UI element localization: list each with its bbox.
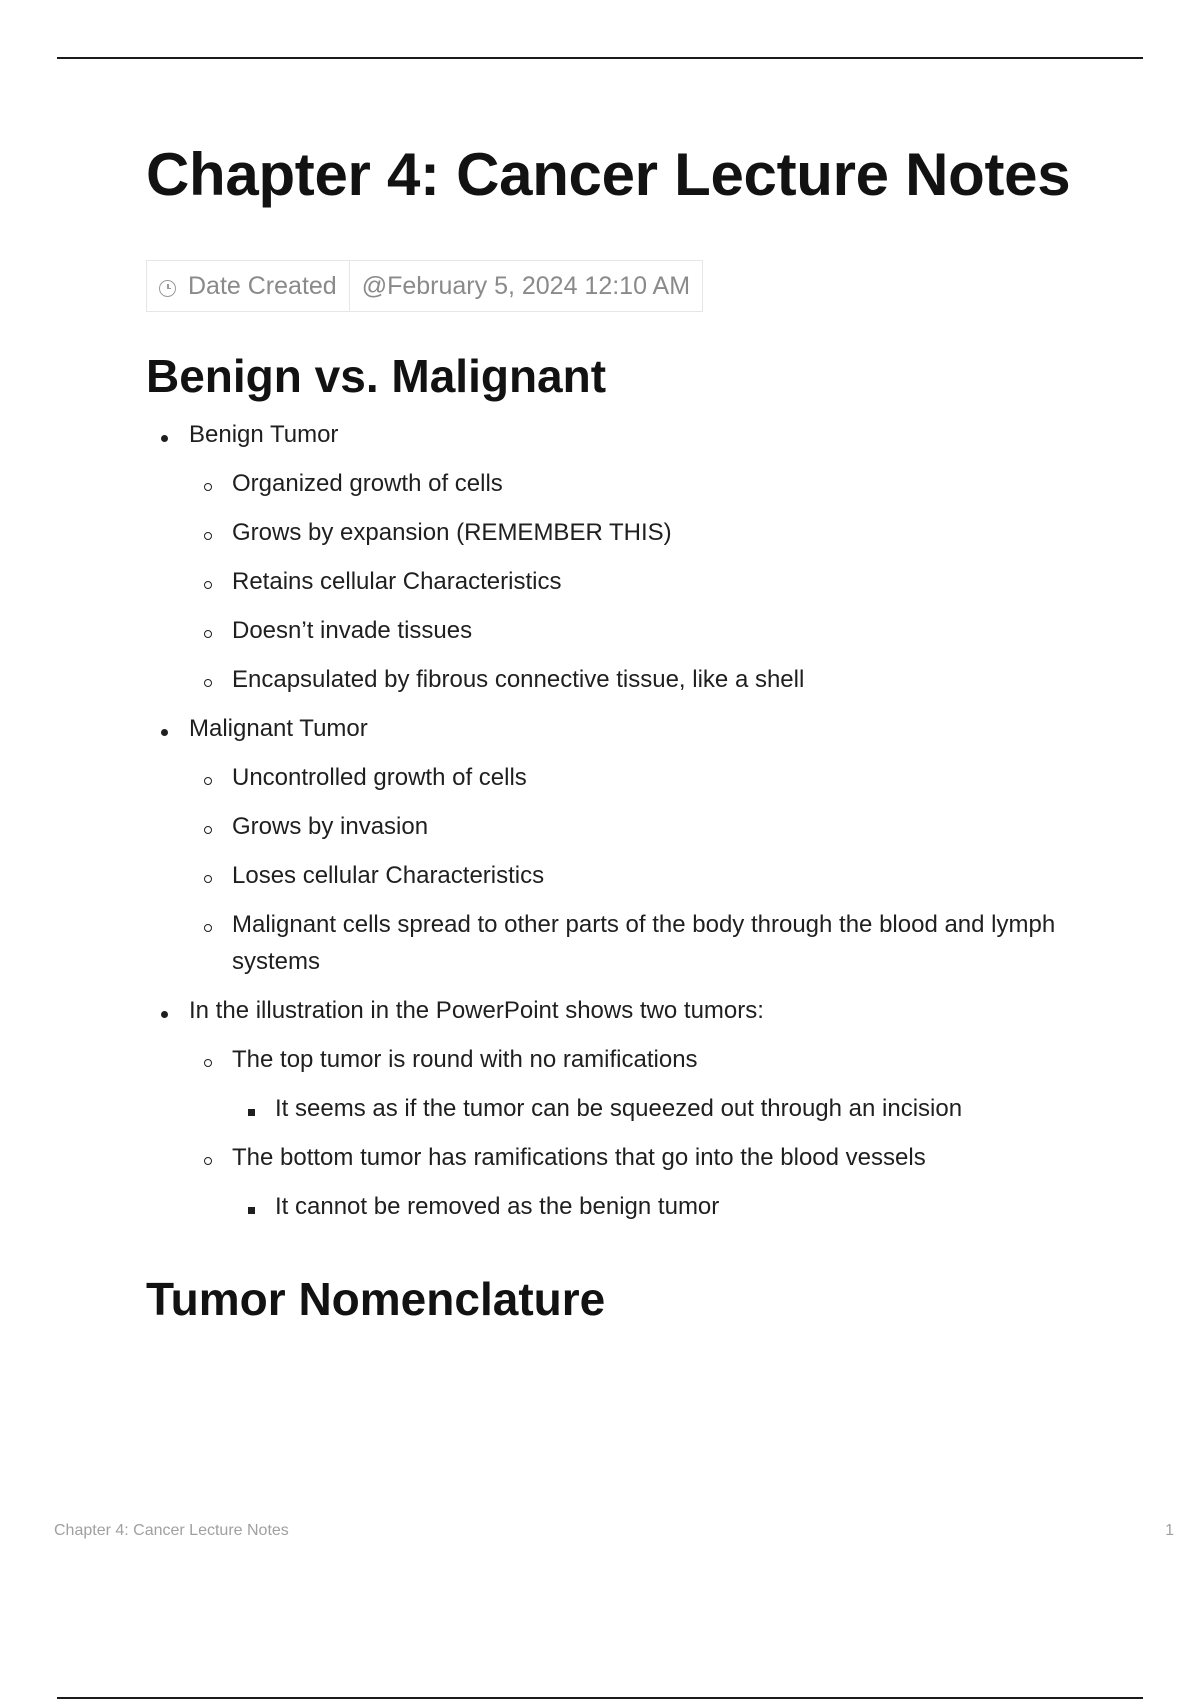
list-item xyxy=(189,459,1106,508)
list-item-text: The bottom tumor has ramifications that go into the blood vessels xyxy=(232,1144,926,1171)
bullet-icon xyxy=(204,679,212,687)
list-item-text: In the illustration in the PowerPoint shows two tumors: xyxy=(189,997,764,1024)
list-item xyxy=(189,851,1106,900)
list-item xyxy=(189,802,1106,851)
list-item xyxy=(189,508,1106,557)
list-item-text: It cannot be removed as the benign tumor xyxy=(275,1193,720,1220)
properties-table xyxy=(146,260,703,312)
section-heading-tumor-nomenclature: Tumor Nomenclature xyxy=(146,1273,606,1325)
bullet-icon xyxy=(204,581,212,589)
bullet-list xyxy=(146,410,1106,1231)
bullet-icon xyxy=(204,875,212,883)
bullet-icon xyxy=(161,435,168,442)
list-item-text: Malignant Tumor xyxy=(189,715,368,742)
list-item-bottom-tumor xyxy=(189,1133,1106,1231)
list-item-text: Grows by invasion xyxy=(232,813,429,840)
list-item-text: Doesn’t invade tissues xyxy=(232,617,473,644)
list-item-text: Organized growth of cells xyxy=(232,470,503,497)
date-created-label: Date Created xyxy=(188,271,337,300)
list-item xyxy=(189,900,1106,986)
bullet-icon xyxy=(204,777,212,785)
bullet-icon xyxy=(248,1109,255,1116)
list-item-text: Retains cellular Characteristics xyxy=(232,568,562,595)
list-item xyxy=(189,606,1106,655)
list-item-text: Grows by expansion (REMEMBER THIS) xyxy=(232,519,672,546)
bullet-icon xyxy=(204,924,212,932)
list-item-text: Malignant cells spread to other parts of the body through the blood and lymph systems xyxy=(232,911,1056,975)
sub-sub-list xyxy=(232,1182,1106,1231)
page-title: Chapter 4: Cancer Lecture Notes xyxy=(146,141,1071,208)
bullet-icon xyxy=(248,1207,255,1214)
bullet-icon xyxy=(161,729,168,736)
bullet-icon xyxy=(204,532,212,540)
document-body xyxy=(146,138,1106,1327)
section-heading-benign-vs-malignant: Benign vs. Malignant xyxy=(146,350,607,402)
bullet-icon xyxy=(204,483,212,491)
list-item xyxy=(232,1084,1106,1133)
bullet-icon xyxy=(204,630,212,638)
list-item-text: Loses cellular Characteristics xyxy=(232,862,545,889)
list-item-illustration xyxy=(146,986,1106,1231)
sub-list xyxy=(189,753,1106,986)
list-item-text: It seems as if the tumor can be squeezed out through an incision xyxy=(275,1095,963,1122)
list-item-text: Benign Tumor xyxy=(189,421,339,448)
list-item-top-tumor xyxy=(189,1035,1106,1133)
footer-page-number: 1 xyxy=(1165,1522,1174,1539)
top-divider xyxy=(57,57,1143,59)
sub-list xyxy=(189,459,1106,704)
sub-list xyxy=(189,1035,1106,1231)
list-item xyxy=(189,753,1106,802)
list-item-text: Uncontrolled growth of cells xyxy=(232,764,527,791)
bullet-icon xyxy=(204,1059,212,1067)
list-item-benign-tumor xyxy=(146,410,1106,704)
list-item xyxy=(189,557,1106,606)
bottom-divider xyxy=(57,1697,1143,1699)
footer-doc-title: Chapter 4: Cancer Lecture Notes xyxy=(54,1522,289,1539)
sub-sub-list xyxy=(232,1084,1106,1133)
bullet-icon xyxy=(161,1011,168,1018)
list-item xyxy=(189,655,1106,704)
bullet-icon xyxy=(204,1157,212,1165)
list-item-text: Encapsulated by fibrous connective tissue, like a shell xyxy=(232,666,805,693)
bullet-icon xyxy=(204,826,212,834)
date-created-value[interactable]: @February 5, 2024 12:10 AM xyxy=(361,271,691,300)
list-item xyxy=(232,1182,1106,1231)
date-created-property xyxy=(147,261,350,311)
clock-icon xyxy=(159,280,176,297)
list-item-malignant-tumor xyxy=(146,704,1106,986)
list-item-text: The top tumor is round with no ramifications xyxy=(232,1046,698,1073)
